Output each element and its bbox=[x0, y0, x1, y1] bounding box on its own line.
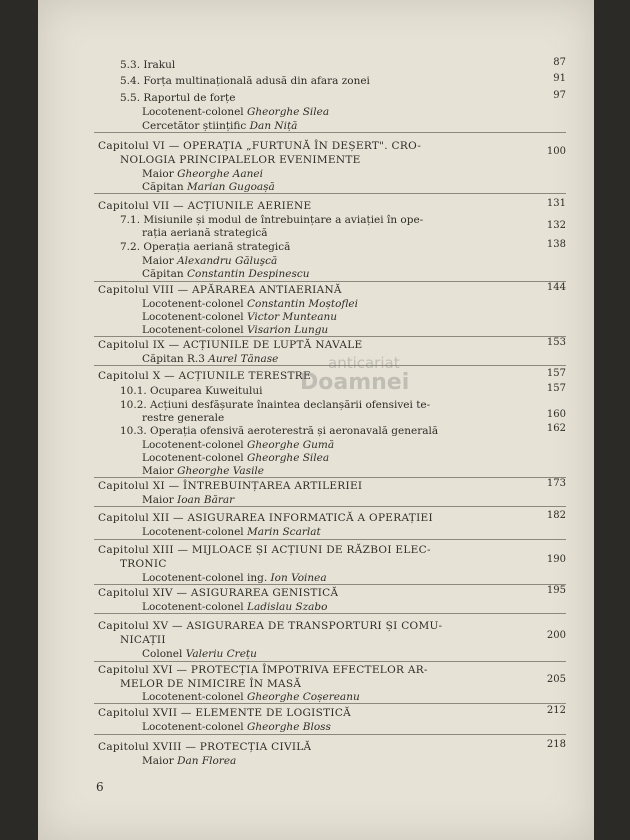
author-line bbox=[142, 352, 278, 366]
author-name: Victor Munteanu bbox=[247, 311, 338, 323]
author-rank: Locotenent-colonel bbox=[142, 298, 244, 310]
toc-entry-7-2 bbox=[38, 240, 594, 254]
toc-entry-label: Capitolul XIII — MIJLOACE ȘI ACȚIUNI DE RĂZBOI ELEC- bbox=[98, 544, 431, 556]
toc-entry-label: 10.2. Acțiuni desfășurate înaintea declanșării ofensivei te- bbox=[120, 399, 431, 411]
author-rank: Locotenent-colonel ing. bbox=[142, 572, 268, 584]
toc-entry-label: Capitolul XV — ASIGURAREA DE TRANSPORTURI ȘI COMU- bbox=[98, 620, 443, 632]
toc-entry-page: 195 bbox=[546, 585, 566, 596]
toc-entry-5-4 bbox=[38, 74, 594, 88]
author-line bbox=[142, 525, 321, 539]
author-rank: Maior bbox=[142, 465, 174, 477]
author-name: Dan Florea bbox=[177, 755, 237, 767]
author-rank: Căpitan bbox=[142, 181, 184, 193]
toc-chapter-11 bbox=[38, 479, 594, 493]
toc-entry-label: Capitolul XII — ASIGURAREA INFORMATICĂ A OPERAȚIEI bbox=[98, 512, 433, 524]
toc-entry-10-2-cont bbox=[38, 411, 594, 425]
author-rank: Locotenent-colonel bbox=[142, 311, 244, 323]
author-line bbox=[142, 297, 358, 311]
author-name: Visarion Lungu bbox=[247, 324, 329, 336]
divider bbox=[94, 477, 566, 478]
divider bbox=[94, 365, 566, 366]
author-name: Gheorghe Silea bbox=[247, 452, 330, 464]
author-name: Dan Niță bbox=[249, 120, 298, 132]
toc-entry-label: 10.1. Ocuparea Kuweitului bbox=[120, 385, 263, 397]
toc-entry-page: 190 bbox=[546, 554, 566, 565]
author-line bbox=[142, 600, 327, 614]
author-rank: Locotenent-colonel bbox=[142, 526, 244, 538]
toc-entry-label: Capitolul IX — ACȚIUNILE DE LUPTĂ NAVALE bbox=[98, 339, 363, 351]
toc-entry-label: 7.1. Misiunile și modul de întrebuințare a aviației în ope- bbox=[120, 214, 424, 226]
toc-entry-label: NICAȚII bbox=[120, 634, 166, 646]
author-line bbox=[142, 105, 329, 119]
toc-entry-label: 10.3. Operația ofensivă aeroterestră și aeronavală generală bbox=[120, 425, 439, 437]
toc-chapter-17 bbox=[38, 706, 594, 720]
toc-entry-label: 5.4. Forța multinațională adusă din afara zonei bbox=[120, 75, 370, 87]
author-name: Gheorghe Gumă bbox=[247, 439, 335, 451]
divider bbox=[94, 506, 566, 507]
divider bbox=[94, 132, 566, 133]
toc-entry-label: MELOR DE NIMICIRE ÎN MASĂ bbox=[120, 678, 302, 690]
author-line bbox=[142, 323, 328, 337]
author-name: Gheorghe Aanei bbox=[177, 168, 263, 180]
author-rank: Maior bbox=[142, 494, 174, 506]
toc-entry-page: 131 bbox=[546, 198, 566, 209]
toc-chapter-14 bbox=[38, 586, 594, 600]
author-line bbox=[142, 571, 327, 585]
toc-entry-7-1-cont bbox=[38, 226, 594, 240]
toc-entry-label: 7.2. Operația aeriană strategică bbox=[120, 241, 291, 253]
author-name: Gheorghe Vasile bbox=[177, 465, 265, 477]
author-rank: Căpitan bbox=[142, 268, 184, 280]
table-of-contents bbox=[38, 0, 594, 840]
author-line bbox=[142, 690, 360, 704]
toc-entry-page: 132 bbox=[546, 220, 566, 231]
toc-entry-page: 173 bbox=[546, 478, 566, 489]
author-line bbox=[142, 647, 257, 661]
toc-chapter-15-cont bbox=[38, 633, 594, 647]
author-rank: Locotenent-colonel bbox=[142, 324, 244, 336]
divider bbox=[94, 539, 566, 540]
author-line bbox=[142, 464, 264, 478]
toc-entry-page: 182 bbox=[546, 510, 566, 521]
author-name: Alexandru Găluşcă bbox=[177, 255, 278, 267]
author-rank: Colonel bbox=[142, 648, 183, 660]
author-name: Gheorghe Silea bbox=[247, 106, 330, 118]
author-rank: Locotenent-colonel bbox=[142, 721, 244, 733]
author-rank: Maior bbox=[142, 255, 174, 267]
author-line bbox=[142, 119, 297, 133]
author-name: Ioan Bărar bbox=[177, 494, 235, 506]
author-rank: Locotenent-colonel bbox=[142, 601, 244, 613]
toc-entry-page: 144 bbox=[546, 282, 566, 293]
author-line bbox=[142, 451, 329, 465]
toc-entry-label: TRONIC bbox=[120, 558, 167, 570]
author-name: Constantin Moștoflei bbox=[247, 298, 359, 310]
toc-entry-label: Capitolul XVIII — PROTECȚIA CIVILĂ bbox=[98, 741, 312, 753]
toc-chapter-18 bbox=[38, 740, 594, 754]
toc-entry-label: NOLOGIA PRINCIPALELOR EVENIMENTE bbox=[120, 154, 361, 166]
author-rank: Căpitan R.3 bbox=[142, 353, 205, 365]
author-line bbox=[142, 493, 234, 507]
toc-entry-10-3 bbox=[38, 424, 594, 438]
divider bbox=[94, 734, 566, 735]
divider bbox=[94, 661, 566, 662]
toc-entry-page: 157 bbox=[546, 368, 566, 379]
toc-entry-page: 91 bbox=[553, 73, 566, 84]
toc-chapter-8 bbox=[38, 283, 594, 297]
toc-chapter-16-cont bbox=[38, 677, 594, 691]
author-rank: Locotenent-colonel bbox=[142, 106, 244, 118]
divider bbox=[94, 613, 566, 614]
author-rank: Maior bbox=[142, 755, 174, 767]
author-line bbox=[142, 310, 337, 324]
author-name: Gheorghe Bloss bbox=[247, 721, 331, 733]
toc-chapter-6-cont bbox=[38, 153, 594, 167]
author-name: Aurel Tănase bbox=[208, 353, 279, 365]
page-number: 6 bbox=[96, 780, 104, 794]
author-name: Gheorghe Coșereanu bbox=[247, 691, 360, 703]
toc-entry-page: 200 bbox=[546, 630, 566, 641]
book-page bbox=[38, 0, 594, 840]
toc-entry-label: restre generale bbox=[142, 412, 225, 424]
toc-entry-5-3 bbox=[38, 58, 594, 72]
author-line bbox=[142, 267, 310, 281]
divider bbox=[94, 193, 566, 194]
toc-entry-page: 212 bbox=[546, 705, 566, 716]
toc-entry-page: 157 bbox=[546, 383, 566, 394]
watermark-line1: anticariat bbox=[328, 354, 400, 372]
watermark-line2: Doamnei bbox=[300, 370, 410, 395]
toc-entry-label: Capitolul XI — ÎNTREBUINȚAREA ARTILERIEI bbox=[98, 480, 363, 492]
author-rank: Locotenent-colonel bbox=[142, 452, 244, 464]
author-name: Ladislau Szabo bbox=[247, 601, 328, 613]
divider bbox=[94, 336, 566, 337]
toc-entry-label: Capitolul XVII — ELEMENTE DE LOGISTICĂ bbox=[98, 707, 352, 719]
toc-entry-page: 218 bbox=[546, 739, 566, 750]
author-line bbox=[142, 254, 277, 268]
toc-entry-10-1 bbox=[38, 384, 594, 398]
author-line bbox=[142, 167, 263, 181]
toc-entry-page: 100 bbox=[546, 146, 566, 157]
author-rank: Locotenent-colonel bbox=[142, 439, 244, 451]
toc-entry-7-1 bbox=[38, 213, 594, 231]
toc-chapter-13-cont bbox=[38, 557, 594, 571]
author-name: Marian Gugoașă bbox=[186, 181, 275, 193]
toc-entry-label: Capitolul XVI — PROTECȚIA ÎMPOTRIVA EFECTELOR AR- bbox=[98, 664, 428, 676]
author-name: Constantin Despinescu bbox=[186, 268, 310, 280]
author-name: Marin Scarlat bbox=[247, 526, 321, 538]
toc-entry-page: 97 bbox=[553, 90, 566, 101]
toc-entry-page: 153 bbox=[546, 337, 566, 348]
author-name: Valeriu Crețu bbox=[185, 648, 257, 660]
toc-chapter-10 bbox=[38, 369, 594, 383]
toc-entry-label: 5.3. Irakul bbox=[120, 59, 176, 71]
toc-entry-label: Capitolul VIII — APĂRAREA ANTIAERIANĂ bbox=[98, 284, 342, 296]
toc-entry-label: rația aeriană strategică bbox=[142, 227, 268, 239]
toc-entry-page: 205 bbox=[546, 674, 566, 685]
toc-chapter-7 bbox=[38, 199, 594, 213]
toc-entry-label: Capitolul X — ACȚIUNILE TERESTRE bbox=[98, 370, 311, 382]
divider bbox=[94, 703, 566, 704]
toc-entry-label: Capitolul XIV — ASIGURAREA GENISTICĂ bbox=[98, 587, 339, 599]
toc-entry-page: 162 bbox=[546, 423, 566, 434]
author-rank: Locotenent-colonel bbox=[142, 691, 244, 703]
author-name: Ion Voinea bbox=[270, 572, 327, 584]
toc-chapter-6 bbox=[38, 139, 594, 157]
toc-entry-label: 5.5. Raportul de forțe bbox=[120, 92, 236, 104]
toc-entry-label: Capitolul VII — ACȚIUNILE AERIENE bbox=[98, 200, 312, 212]
toc-entry-5-5 bbox=[38, 91, 594, 105]
toc-entry-page: 87 bbox=[553, 57, 566, 68]
author-rank: Cercetător științific bbox=[142, 120, 247, 132]
divider bbox=[94, 584, 566, 585]
toc-entry-page: 138 bbox=[546, 239, 566, 250]
author-line bbox=[142, 720, 331, 734]
author-line bbox=[142, 754, 236, 768]
author-rank: Maior bbox=[142, 168, 174, 180]
author-line bbox=[142, 180, 275, 194]
toc-chapter-12 bbox=[38, 511, 594, 525]
divider bbox=[94, 281, 566, 282]
toc-entry-label: Capitolul VI — OPERAȚIA „FURTUNĂ ÎN DEȘERT". CRO- bbox=[98, 140, 422, 152]
author-line bbox=[142, 438, 334, 452]
toc-chapter-9 bbox=[38, 338, 594, 352]
toc-entry-page: 160 bbox=[546, 409, 566, 420]
